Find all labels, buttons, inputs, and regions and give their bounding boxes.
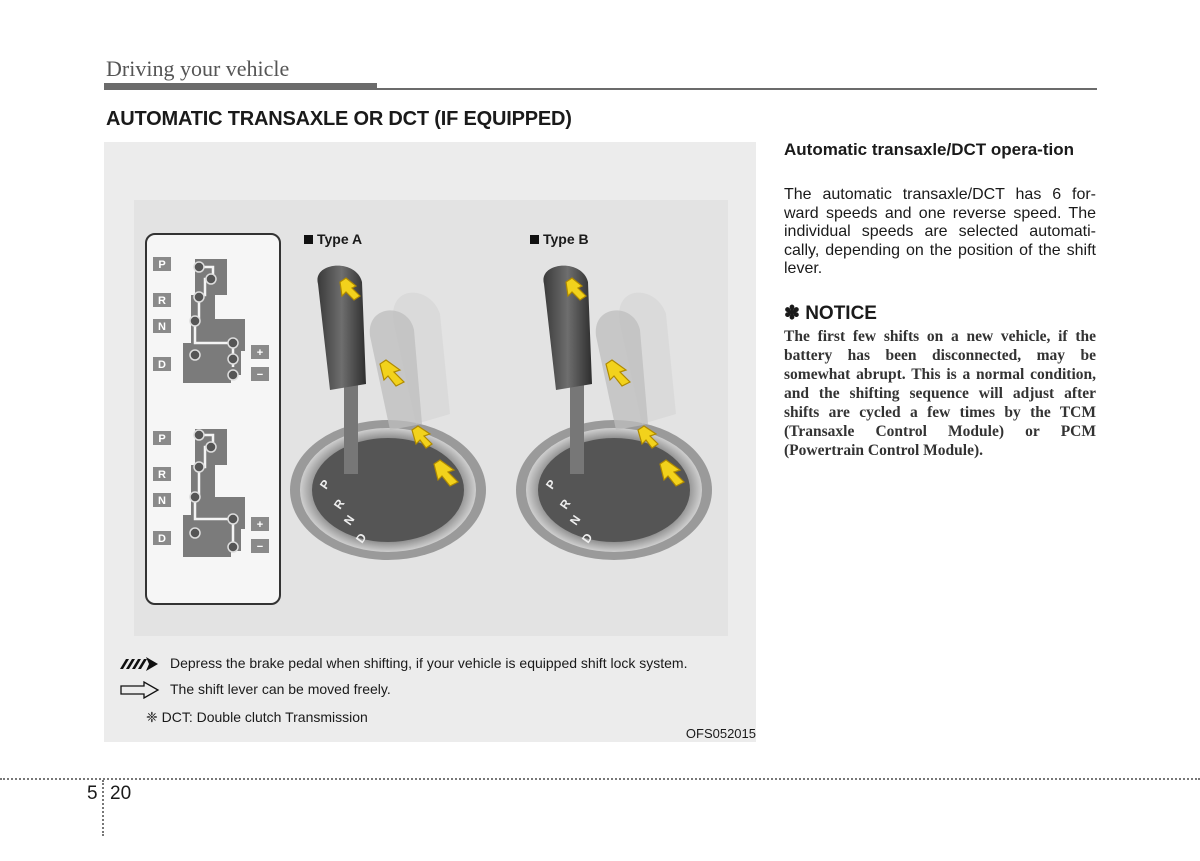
- shifter-a-r: R: [330, 496, 348, 512]
- outline-arrow-icon: [120, 681, 160, 699]
- operation-body: The automatic transaxle/DCT has 6 for-ward speeds and one reverse speed. The individual speeds are selected automati-cally, depending on the position of the shift lever.: [784, 186, 1096, 277]
- type-a-label: [304, 231, 362, 247]
- shifter-b-p: P: [542, 477, 560, 492]
- shifter-a-n: N: [340, 512, 358, 528]
- gate-letter-n-upper: N: [158, 321, 166, 333]
- shifter-a-illustration: [290, 264, 490, 564]
- notice-heading: ✽ NOTICE: [784, 303, 877, 324]
- square-bullet-icon: [304, 235, 313, 244]
- gate-plus-lower: +: [256, 519, 264, 531]
- shift-gate-lower: [183, 429, 245, 557]
- gate-letter-p-upper: P: [158, 259, 166, 271]
- legend-brake-text: Depress the brake pedal when shifting, if your vehicle is equipped shift lock system.: [170, 655, 688, 671]
- shifter-b-r: R: [556, 496, 574, 512]
- shifter-type-a: [290, 264, 490, 564]
- header-rule: [104, 88, 1097, 90]
- shifter-figure: [104, 142, 756, 742]
- type-b-text: Type B: [543, 231, 589, 247]
- shift-gate-svg: [147, 235, 279, 603]
- square-bullet-icon: [530, 235, 539, 244]
- gate-letter-p-lower: P: [158, 433, 166, 445]
- gate-letter-n-lower: N: [158, 495, 166, 507]
- figure-code: OFS052015: [685, 726, 756, 741]
- gate-minus-lower: −: [256, 541, 264, 553]
- footer-dotted-divider: [102, 780, 104, 836]
- page-heading: AUTOMATIC TRANSAXLE OR DCT (IF EQUIPPED): [106, 108, 572, 130]
- footer-dotted-rule: [0, 778, 1200, 780]
- gate-letter-r-upper: R: [158, 295, 166, 307]
- notice-body: The first few shifts on a new vehicle, if the battery has been disconnected, may be somewhat abrupt. This is a normal condition, and the shifting sequence will adjust after shifts are cycled a few times by the TCM (Transaxle Control Module) or PCM (Powertrain Control Module).: [784, 328, 1096, 459]
- hatched-arrow-icon: [120, 657, 160, 671]
- gate-minus-upper: −: [256, 369, 264, 381]
- gate-plus-upper: +: [256, 347, 264, 359]
- page-number: 20: [110, 783, 132, 804]
- shifter-b-illustration: [516, 264, 716, 564]
- legend-dct-note: ❈ DCT: Double clutch Transmission: [146, 709, 368, 725]
- section-title: Driving your vehicle: [106, 56, 290, 81]
- shift-gate-upper: [183, 259, 245, 383]
- gate-letter-r-lower: R: [158, 469, 166, 481]
- type-b-label: [530, 231, 589, 247]
- shifter-type-b: [516, 264, 716, 564]
- shift-gate-diagrams: [145, 233, 281, 605]
- type-a-text: Type A: [317, 231, 363, 247]
- shifter-b-n: N: [566, 512, 584, 528]
- gate-letter-d-upper: D: [158, 359, 166, 371]
- shifter-a-d: D: [352, 530, 370, 546]
- operation-heading: Automatic transaxle/DCT opera-tion: [784, 140, 1074, 159]
- gate-letter-d-lower: D: [158, 533, 166, 545]
- chapter-number: 5: [87, 783, 98, 804]
- shifter-a-p: P: [316, 477, 334, 492]
- legend-free-text: The shift lever can be moved freely.: [170, 681, 391, 697]
- shifter-b-d: D: [578, 530, 596, 546]
